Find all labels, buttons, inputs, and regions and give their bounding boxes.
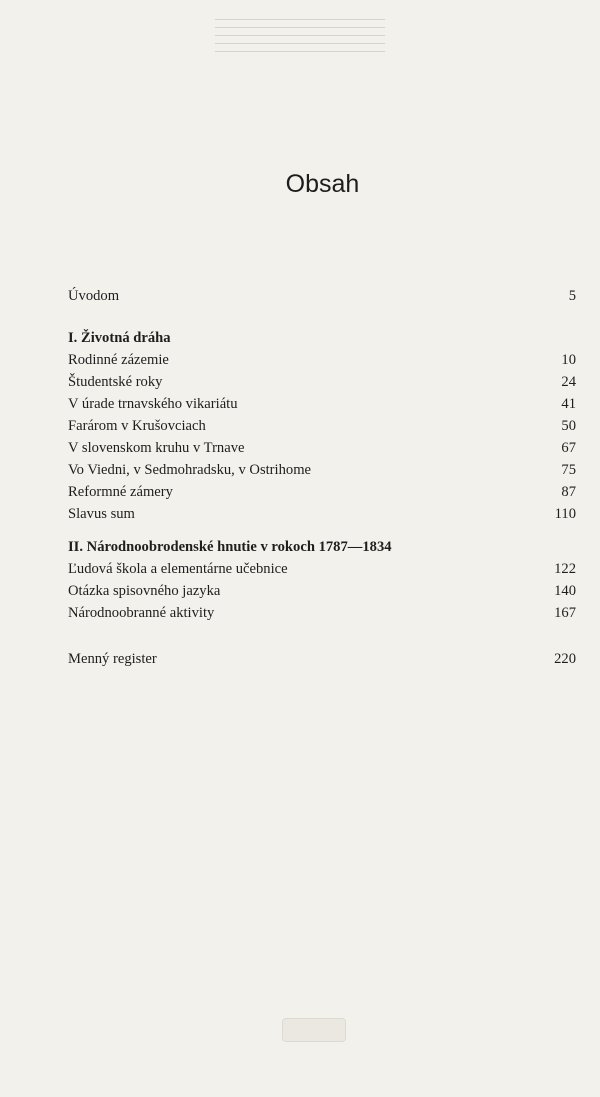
toc-entry[interactable] xyxy=(68,415,576,437)
toc-entry[interactable] xyxy=(68,459,576,481)
toc-entry-page: 220 xyxy=(554,651,576,667)
section-heading-1: I. Životná dráha xyxy=(68,330,171,346)
toc-entry-page: 10 xyxy=(561,352,576,368)
toc-entry-page: 167 xyxy=(554,605,576,621)
toc-entry-label: Ľudová škola a elementárne učebnice xyxy=(68,561,288,577)
section-heading-2: II. Národnoobrodenské hnutie v rokoch 1787—1834 xyxy=(68,539,392,555)
toc-entry-page: 122 xyxy=(554,561,576,577)
toc-entry-label: Rodinné zázemie xyxy=(68,352,169,368)
toc-entry-page: 75 xyxy=(561,462,576,478)
toc-entry[interactable] xyxy=(68,349,576,371)
toc-entry-page: 67 xyxy=(561,440,576,456)
toc-entry-page: 87 xyxy=(561,484,576,500)
page-title: Obsah xyxy=(285,170,360,198)
toc-entry-page: 24 xyxy=(561,374,576,390)
toc-entry-label: Farárom v Krušovciach xyxy=(68,418,206,434)
toc-entry[interactable] xyxy=(68,393,576,415)
toc-entry[interactable] xyxy=(68,558,576,580)
toc-entry-label: Vo Viedni, v Sedmohradsku, v Ostrihome xyxy=(68,462,312,478)
toc-entry[interactable] xyxy=(68,602,576,624)
toc-entry-label: Študentské roky xyxy=(68,374,163,390)
toc-entry-label: Reformné zámery xyxy=(68,484,173,500)
toc-entry-label: Národnoobranné aktivity xyxy=(68,605,215,621)
library-stamp xyxy=(282,1018,346,1042)
toc-entry-label: Otázka spisovného jazyka xyxy=(68,583,221,599)
toc-entry-page: 110 xyxy=(554,506,576,522)
toc-entry[interactable] xyxy=(68,481,576,503)
toc-entry[interactable] xyxy=(68,371,576,393)
toc-entry[interactable] xyxy=(68,437,576,459)
toc-entry[interactable] xyxy=(68,503,576,525)
toc-entry-label: Slavus sum xyxy=(68,506,135,522)
faint-header-mark xyxy=(215,12,385,82)
toc-entry-label: Menný register xyxy=(68,651,157,667)
toc-entry-page: 140 xyxy=(554,583,576,599)
toc-entry-label: Úvodom xyxy=(68,288,120,304)
toc-entry-label: V úrade trnavského vikariátu xyxy=(68,396,238,412)
toc-entry-intro[interactable] xyxy=(68,285,576,307)
toc-entry-page: 41 xyxy=(561,396,576,412)
toc-entry[interactable] xyxy=(68,580,576,602)
table-of-contents xyxy=(68,285,576,670)
toc-entry-page: 50 xyxy=(561,418,576,434)
toc-entry-page: 5 xyxy=(568,288,576,304)
toc-entry-register[interactable] xyxy=(68,648,576,670)
toc-entry-label: V slovenskom kruhu v Trnave xyxy=(68,440,245,456)
